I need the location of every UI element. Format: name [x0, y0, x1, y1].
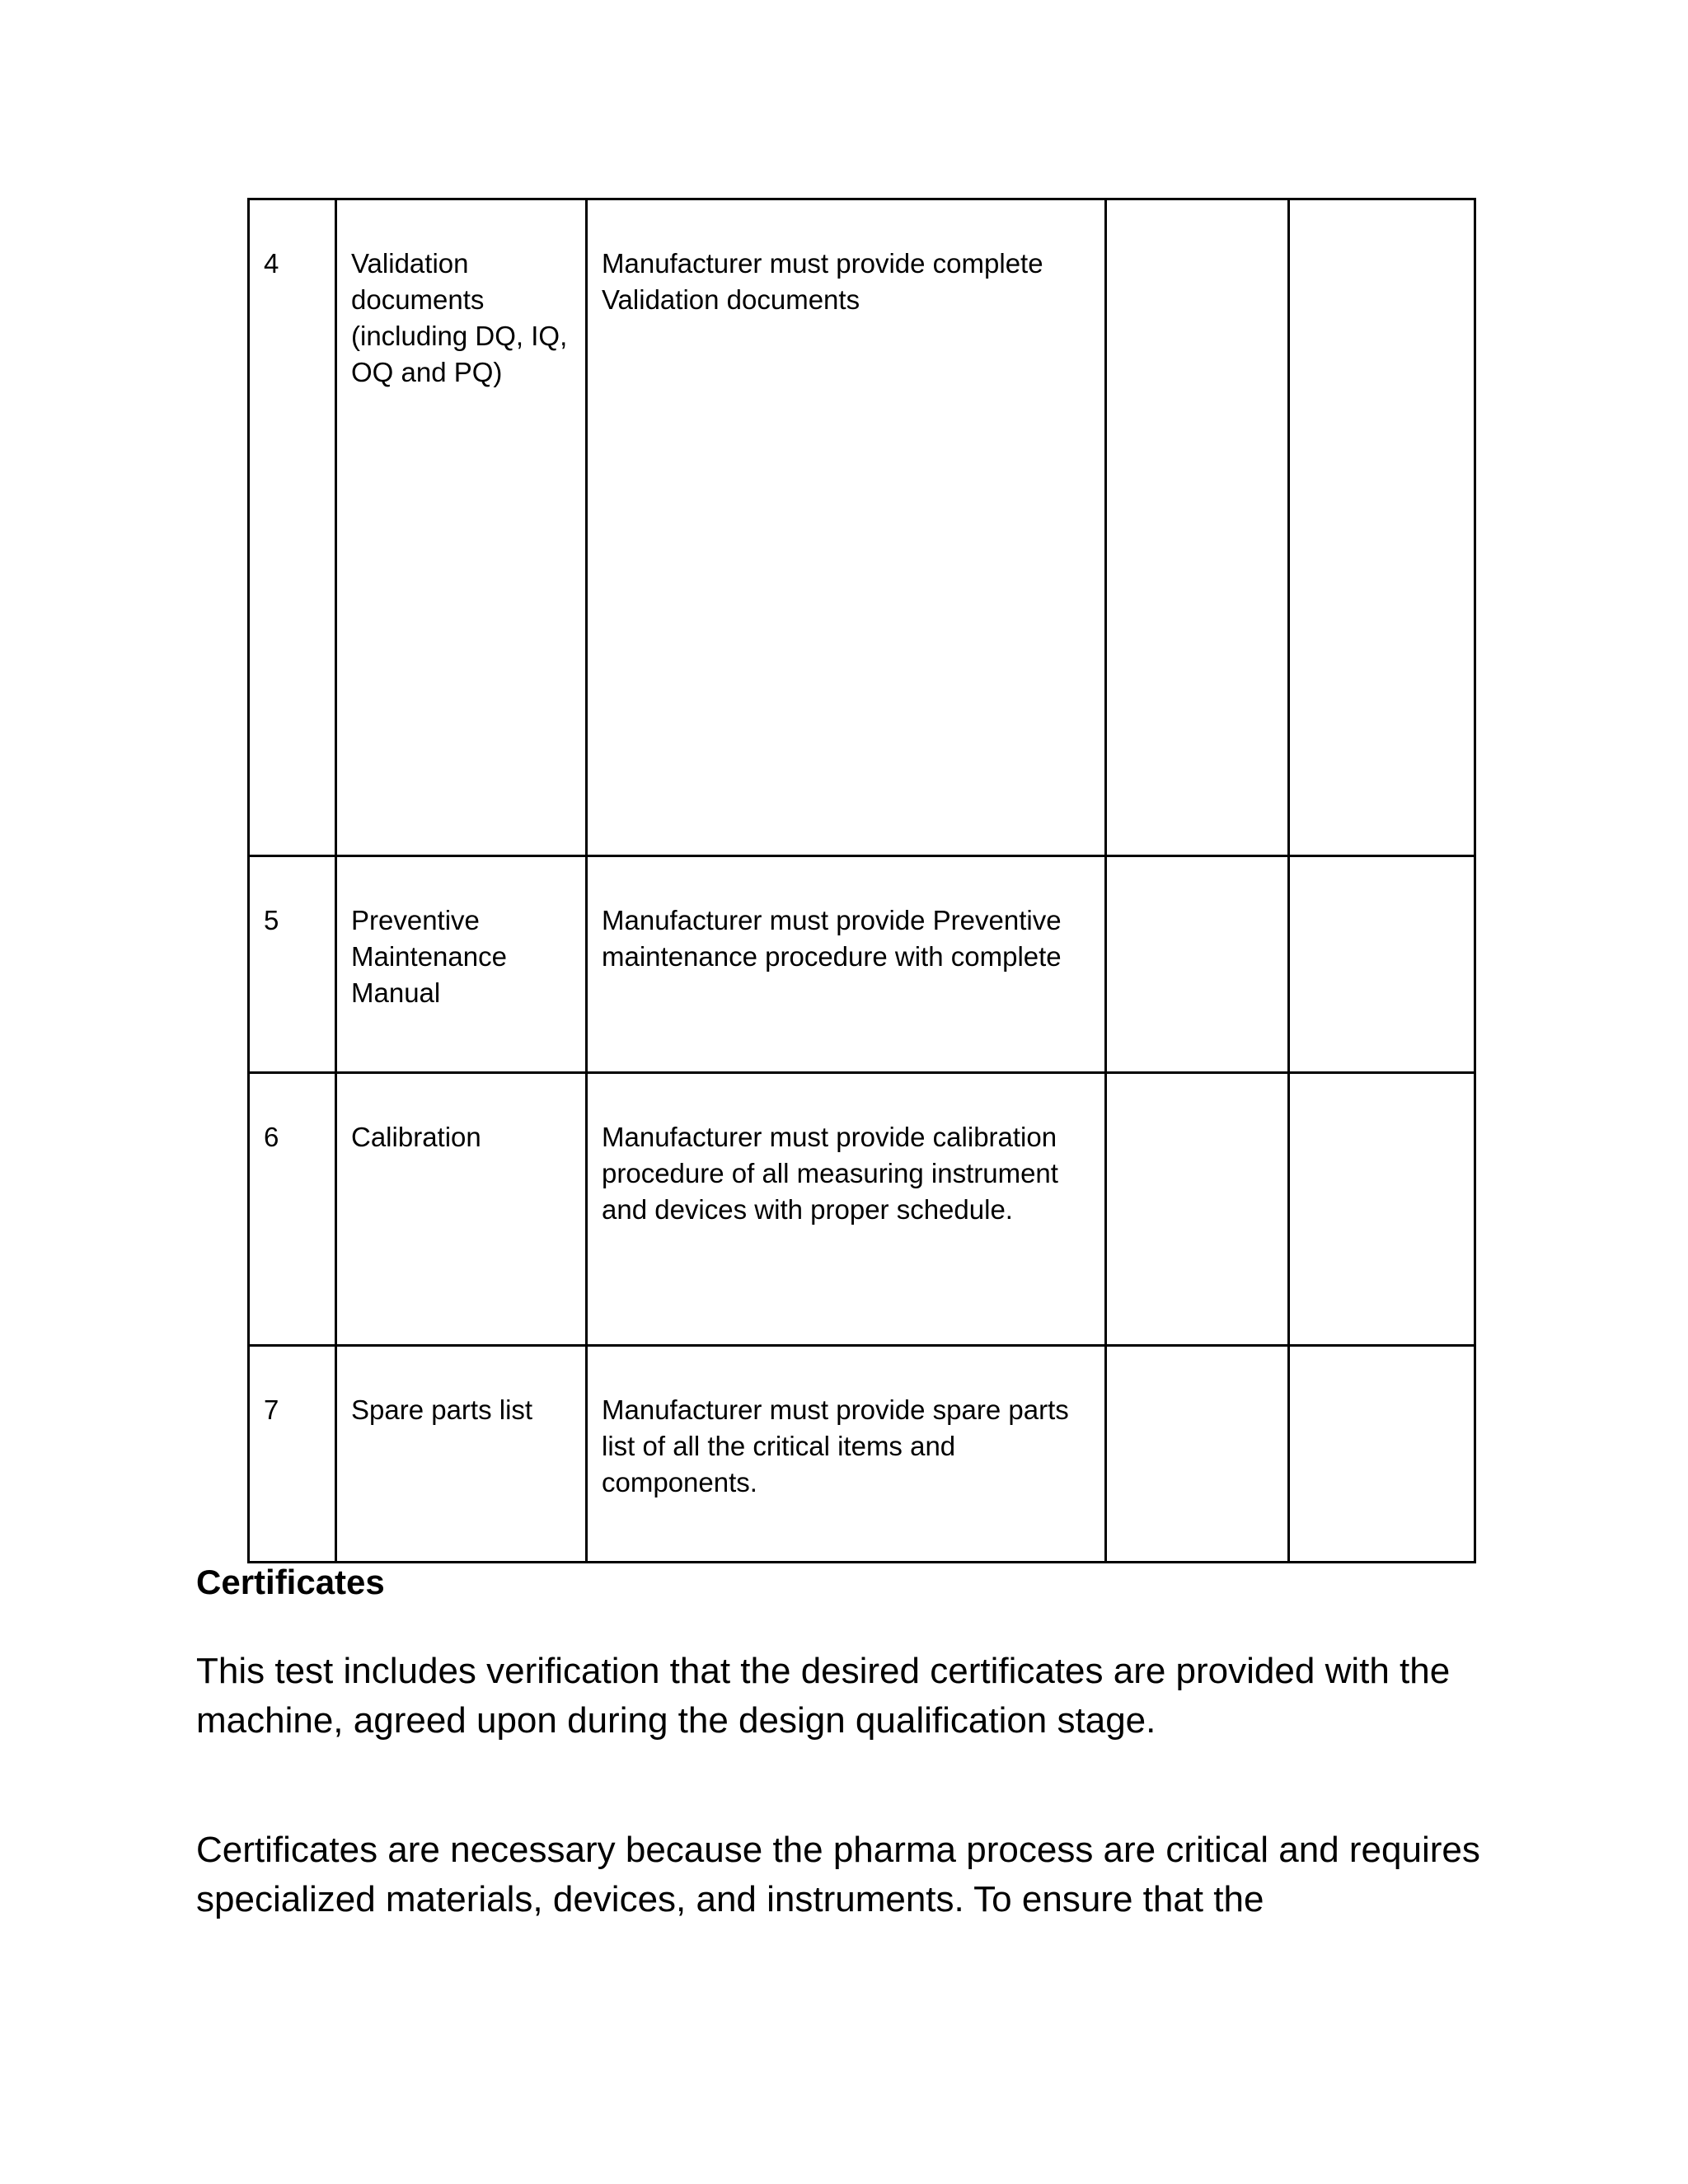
certificates-paragraph-2: Certificates are necessary because the pharma process are critical and requires specialized materials, devices, and instruments. To ensure that the	[196, 1830, 1480, 1919]
empty-cell	[1106, 199, 1289, 856]
table-row	[249, 1073, 1475, 1346]
empty-cell	[1289, 1346, 1475, 1563]
requirement-cell: Manufacturer must provide Preventive maintenance procedure with complete	[587, 856, 1106, 1073]
row-number-cell: 7	[249, 1346, 336, 1563]
table-row	[249, 1346, 1475, 1563]
empty-cell	[1289, 199, 1475, 856]
item-cell: Calibration	[336, 1073, 587, 1346]
empty-cell	[1289, 856, 1475, 1073]
row-number-cell: 5	[249, 856, 336, 1073]
item-cell: Validation documents (including DQ, IQ, OQ and PQ)	[336, 199, 587, 856]
empty-cell	[1289, 1073, 1475, 1346]
requirement-cell: Manufacturer must provide complete Validation documents	[587, 199, 1106, 856]
qualification-table	[247, 198, 1476, 1563]
row-number-cell: 4	[249, 199, 336, 856]
empty-cell	[1106, 856, 1289, 1073]
empty-cell	[1106, 1073, 1289, 1346]
certificates-heading: Certificates	[196, 1563, 385, 1601]
table-row	[249, 856, 1475, 1073]
table-row	[249, 199, 1475, 856]
item-cell: Preventive Maintenance Manual	[336, 856, 587, 1073]
row-number-cell: 6	[249, 1073, 336, 1346]
requirement-cell: Manufacturer must provide spare parts list of all the critical items and components.	[587, 1346, 1106, 1563]
certificates-paragraph-1: This test includes verification that the desired certificates are provided with the machine, agreed upon during the design qualification stage.	[196, 1651, 1451, 1741]
item-cell: Spare parts list	[336, 1346, 587, 1563]
empty-cell	[1106, 1346, 1289, 1563]
requirement-cell: Manufacturer must provide calibration procedure of all measuring instrument and devices with proper schedule.	[587, 1073, 1106, 1346]
